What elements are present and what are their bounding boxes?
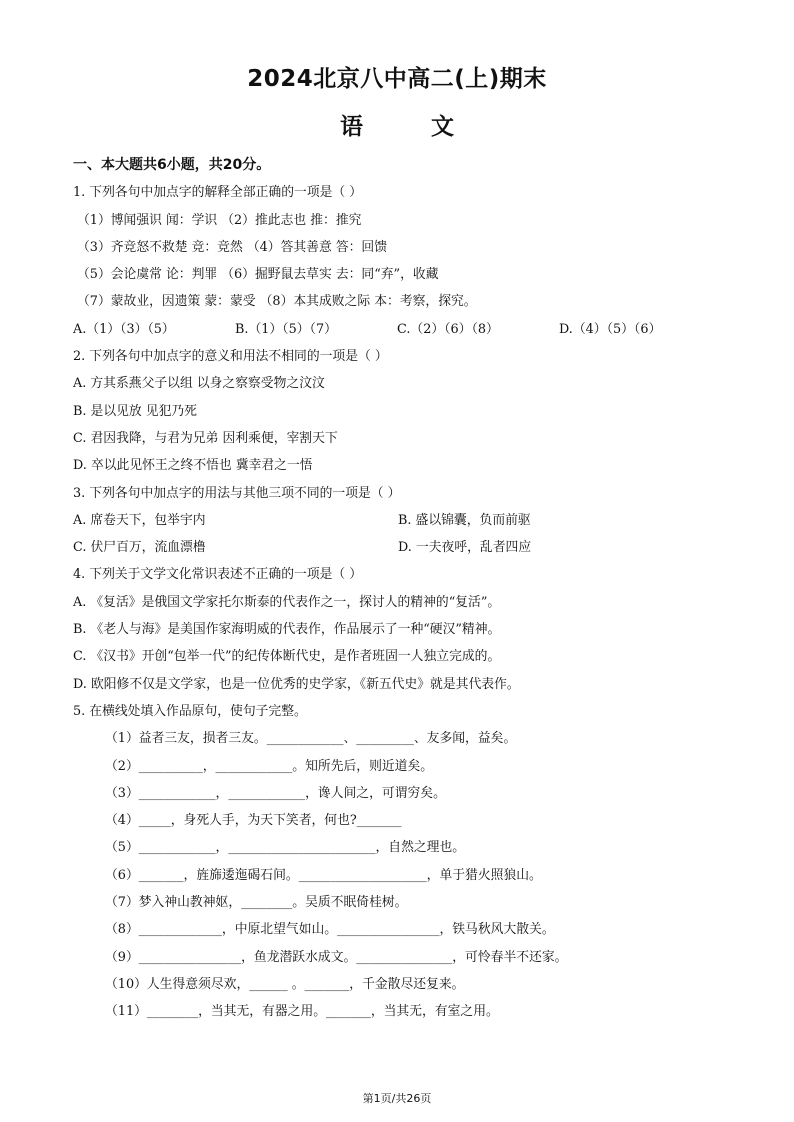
question-1-stem: 1. 下列各句中加点字的解释全部正确的一项是（ ）	[73, 185, 363, 201]
option-c: C.（2）（6）（8）	[397, 321, 499, 337]
option-b: B.（1）（5）（7）	[235, 321, 337, 337]
fill-blank-item: （3）____________，____________，谗人间之，可谓穷矣。	[105, 785, 446, 801]
section-heading: 一、本大题共6小题，共20分。	[73, 157, 271, 173]
question-1-item: （1）博闻强识 闻：学识 （2）推此志也 推：推究	[77, 212, 362, 228]
option-a: A. 方其系燕父子以组 以身之察察受物之汶汶	[73, 376, 325, 392]
option-c: C. 伏尸百万，流血漂橹	[73, 540, 206, 556]
fill-blank-item: （10）人生得意须尽欢，______ 。_______，千金散尽还复来。	[105, 976, 465, 992]
fill-blank-item: （8）_____________，中原北望气如山。________________，铁马秋风大散关。	[105, 922, 555, 938]
page-number: 第1页/共26页	[362, 1092, 432, 1105]
question-3-options-row	[73, 534, 733, 561]
fill-blank-item: （4）_____，身死人手，为天下笑者，何也?_______	[105, 813, 402, 829]
subject-title: 语 文	[339, 114, 484, 140]
fill-blank-item: （2）__________，____________。知所先后，则近道矣。	[105, 758, 434, 774]
fill-blank-item: （5）____________，_______________________，自然之理也。	[105, 840, 466, 856]
question-4-stem: 4. 下列关于文学文化常识表述不正确的一项是（ ）	[73, 567, 363, 583]
fill-blank-item: （7）梦入神山教神妪，________。吴质不眠倚桂树。	[105, 895, 408, 911]
option-b: B. 盛以锦囊，负而前驱	[398, 512, 531, 528]
option-c: C. 君因我降，与君为兄弟 因利乘便，宰割天下	[73, 430, 338, 446]
option-b: B. 《老人与海》是美国作家海明威的代表作，作品展示了一种“硬汉”精神。	[73, 622, 501, 638]
question-3-stem: 3. 下列各句中加点字的用法与其他三项不同的一项是（ ）	[73, 485, 401, 501]
option-a: A. 席卷天下，包举宇内	[73, 512, 206, 528]
option-d: D.（4）（5）（6）	[559, 321, 662, 337]
fill-blank-item: （1）益者三友，损者三友。____________、_________、友多闻，益矣。	[105, 731, 517, 747]
option-a: A.（1）（3）（5）	[73, 321, 175, 337]
fill-blank-item: （11）________，当其无，有器之用。_______，当其无，有室之用。	[105, 1004, 499, 1020]
question-1-options	[73, 316, 733, 343]
option-d: D. 卒以此见怀王之终不悟也 冀幸君之一悟	[73, 458, 313, 474]
question-2-stem: 2. 下列各句中加点字的意义和用法不相同的一项是（ ）	[73, 349, 388, 365]
option-d: D. 欧阳修不仅是文学家，也是一位优秀的史学家，《新五代史》就是其代表作。	[73, 676, 520, 692]
exam-title: 2024北京八中高二(上)期末	[247, 66, 547, 92]
fill-blank-item: （6）_______，旌旆逶迤碣石间。____________________，单于猎火照狼山。	[105, 867, 542, 883]
fill-blank-item: （9）________________，鱼龙潜跃水成文。_______________，可怜春半不还家。	[105, 949, 568, 965]
question-1-item: （3）齐竞怒不救楚 竞：竞然 （4）答其善意 答：回馈	[77, 239, 388, 255]
question-1-item: （5）会论虞常 论：判罪 （6）掘野鼠去草实 去：同“弃”，收藏	[77, 267, 439, 283]
exam-content	[73, 152, 733, 1026]
question-1-item: （7）蒙故业，因遗策 蒙：蒙受 （8）本其成败之际 本：考察，探究。	[77, 294, 477, 310]
option-a: A. 《复活》是俄国文学家托尔斯泰的代表作之一，探讨人的精神的“复活”。	[73, 594, 501, 610]
question-3-options-row	[73, 507, 733, 534]
option-c: C. 《汉书》开创“包举一代”的纪传体断代史，是作者班固一人独立完成的。	[73, 649, 501, 665]
option-b: B. 是以见放 见犯乃死	[73, 403, 197, 419]
question-5-stem: 5. 在横线处填入作品原句，使句子完整。	[73, 703, 307, 719]
option-d: D. 一夫夜呼，乱者四应	[398, 540, 532, 556]
